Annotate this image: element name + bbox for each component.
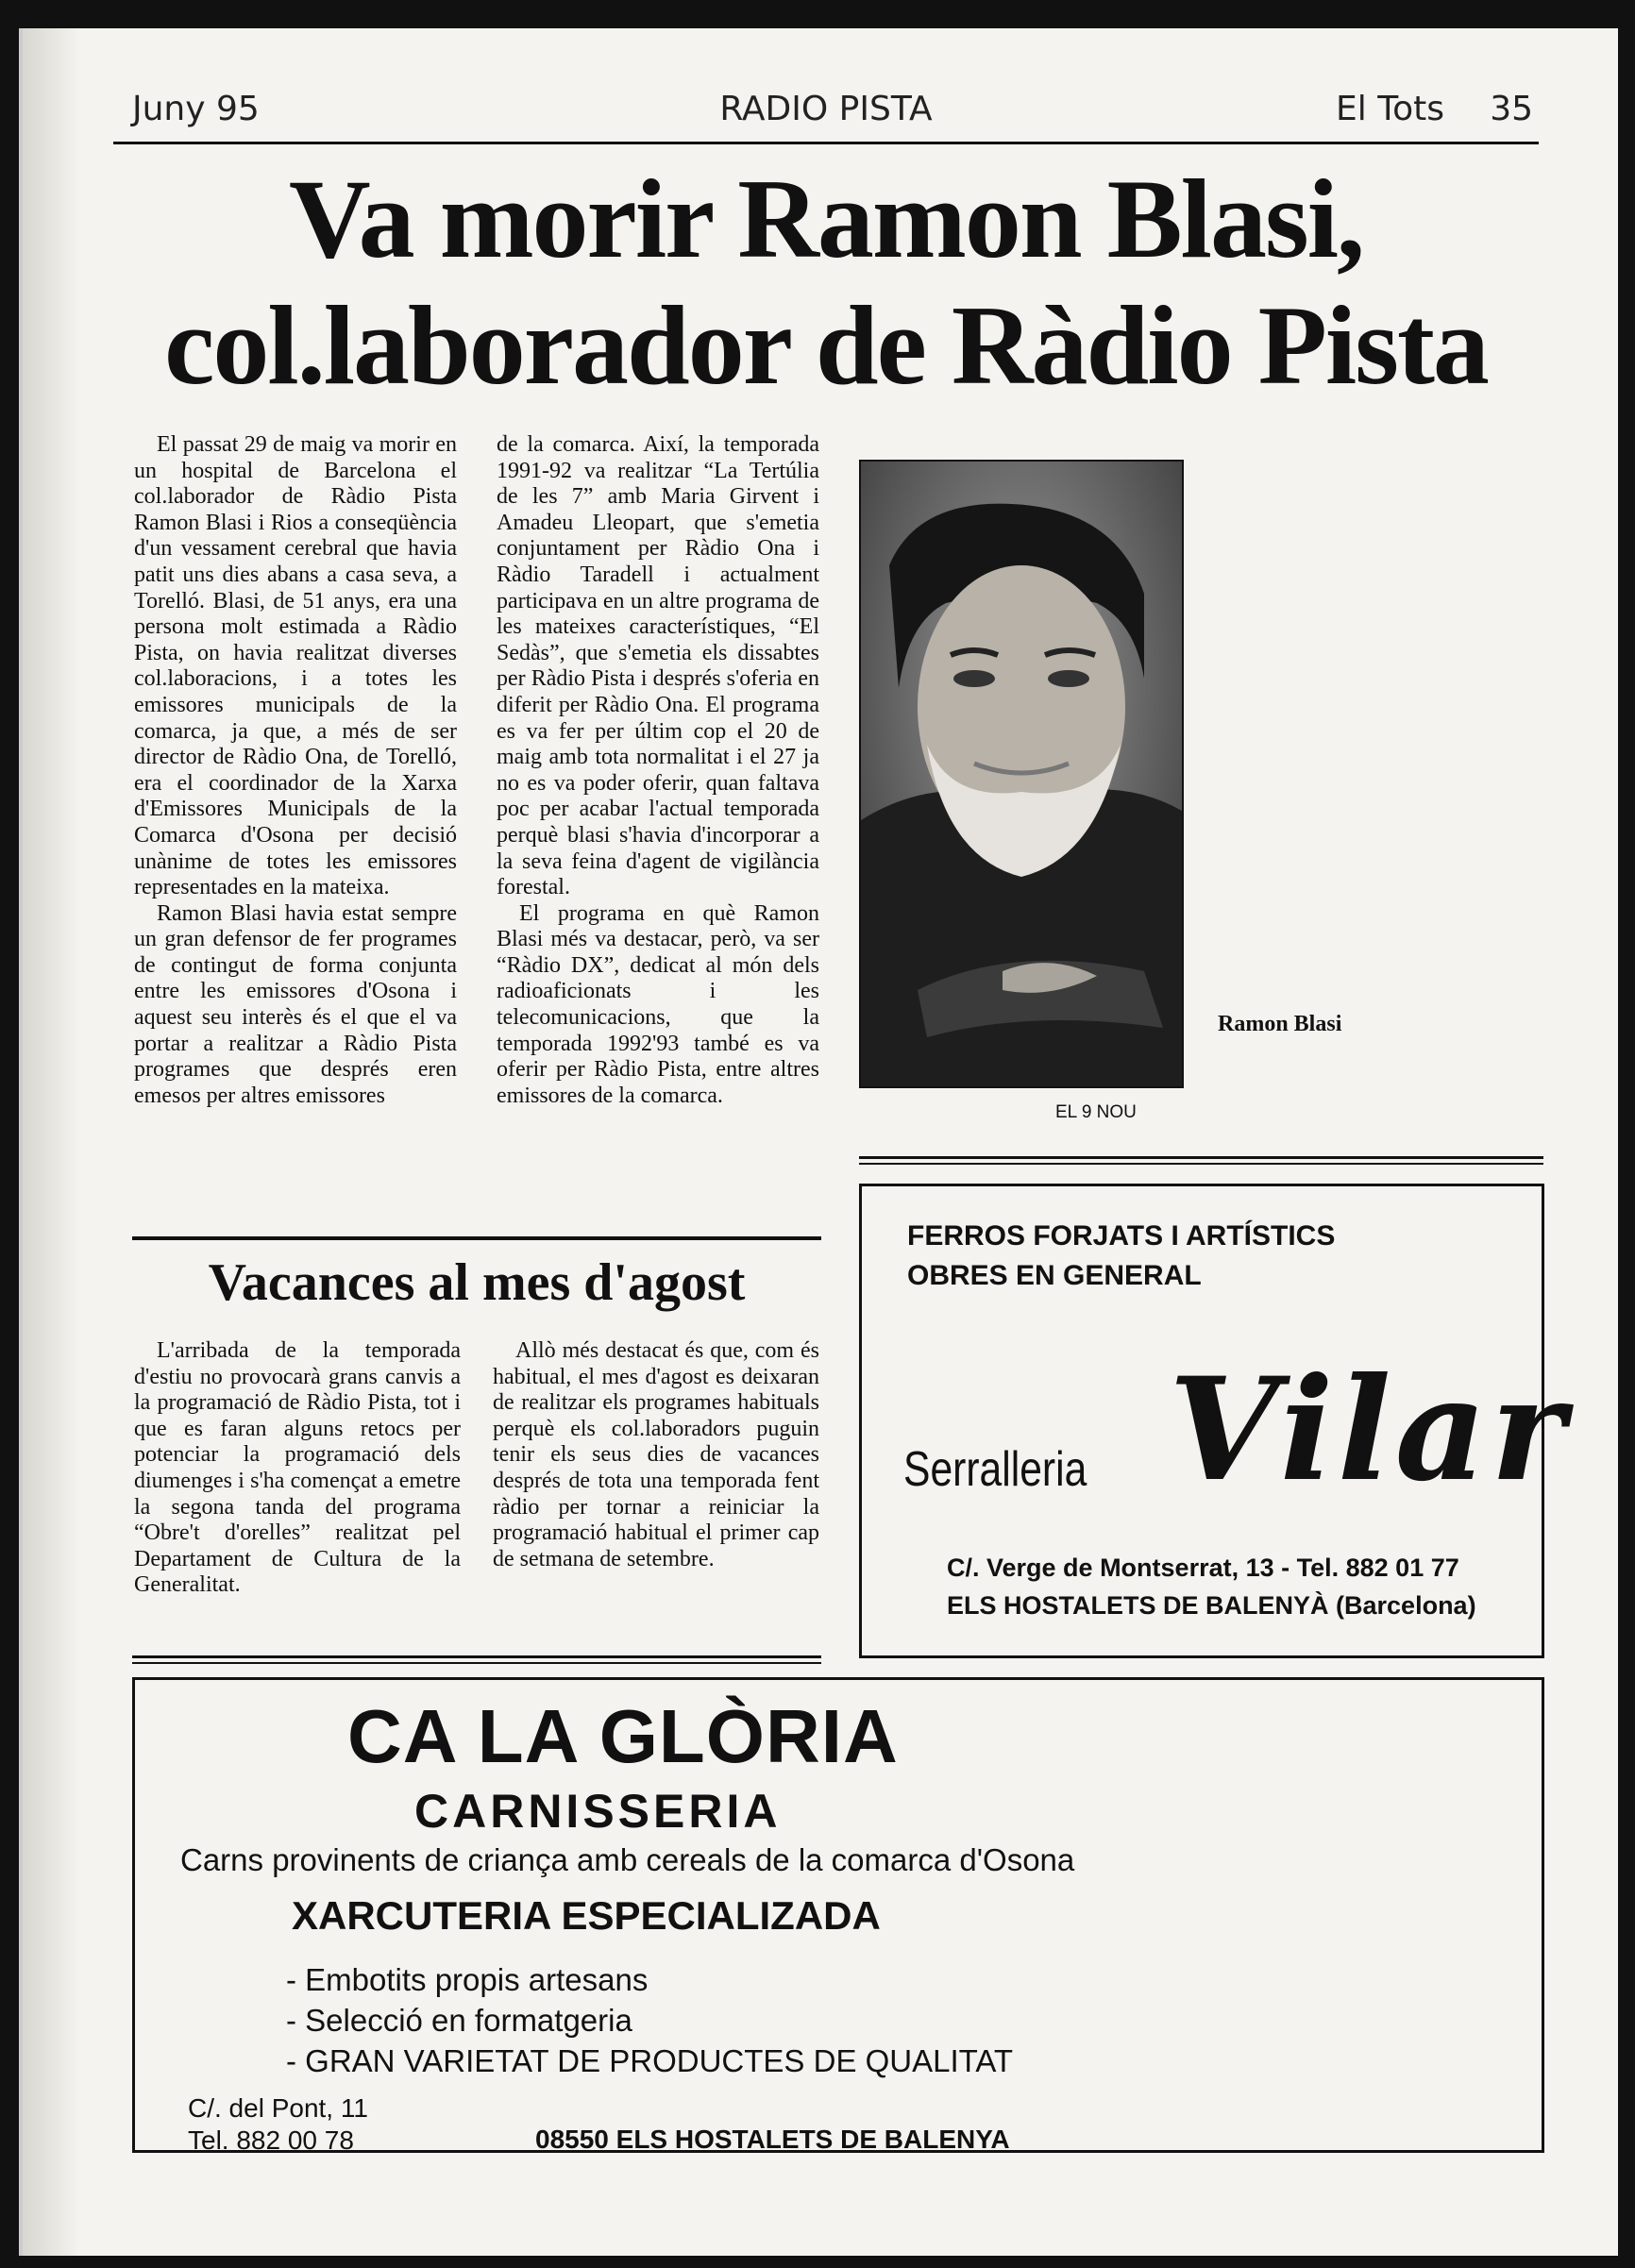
headline-line-1: Va morir Ramon Blasi, [288, 156, 1364, 281]
gloria-town: 08550 ELS HOSTALETS DE BALENYA [535, 2125, 1010, 2154]
vilar-services-line-1: FERROS FORJATS I ARTÍSTICS [907, 1220, 1336, 1252]
ad-top-rule [859, 1156, 1543, 1159]
gloria-street: C/. del Pont, 11 [188, 2093, 368, 2123]
article-column-2 [497, 432, 819, 1109]
gloria-description: Carns provinents de criança amb cereals de la comarca d'Osona [180, 1842, 1075, 1877]
gloria-item: - GRAN VARIETAT DE PRODUCTES DE QUALITAT [286, 2043, 1014, 2078]
article-paragraph: de la comarca. Així, la temporada 1991-92 va realitzar “La Tertúlia de les 7” amb Maria Girvent i Amadeu Lleopart, que s'emetia conjuntament per Ràdio Ona i Ràdio Taradell i actualment participava en un altre programa de les mateixes característiques, “El Sedàs”, que s'emetia els dissabtes per Ràdio Pista i després s'oferia en diferit per Ràdio Ona. El programa es va fer per últim cop el 20 de maig amb tota normalitat i el 27 ja no es va poder oferir, quan faltava poc per acabar l'actual temporada perquè blasi s'havia d'incorporar a la seva feina d'agent de vigilància forestal. [497, 432, 819, 900]
vilar-serralleria: Serralleria [903, 1442, 1087, 1497]
page-spine-shadow [23, 28, 79, 2256]
photo-credit: EL 9 NOU [1055, 1102, 1137, 1122]
gloria-xarcuteria: XARCUTERIA ESPECIALIZADA [292, 1893, 881, 1938]
article2-column-1 [134, 1338, 461, 1599]
article-paragraph: Ramon Blasi havia estat sempre un gran defensor de fer programes de contingut de forma conjunta entre les emissores d'Osona i aquest seu interès és el que el va portar a realitzar a Ràdio Pista programes que després eren emesos per altres emissores [134, 900, 457, 1108]
portrait-illustration [861, 462, 1182, 1086]
header-publication: RADIO PISTA [719, 90, 933, 128]
article-headline [113, 156, 1539, 409]
article-bottom-rule-secondary [132, 1662, 821, 1664]
article-paragraph: El passat 29 de maig va morir en un hospital de Barcelona el col.laborador de Ràdio Pista Ramon Blasi i Rios a conseqüència d'un vessament cerebral que havia patit uns dies abans a casa seva, a Torelló. Blasi, de 51 anys, era una persona molt estimada a Ràdio Pista, on havia realitzat diverses col.laboracions, i a totes les emissores municipals de la comarca, ja que, a més de ser director de Ràdio Ona, de Torelló, era el coordinador de la Xarxa d'Emissores Municipals de la Comarca d'Osona per decisió unànime de totes les emissores representades en la mateixa. [134, 432, 457, 900]
article2-headline: Vacances al mes d'agost [208, 1253, 746, 1312]
portrait-photo [859, 460, 1184, 1088]
vilar-address: C/. Verge de Montserrat, 13 - Tel. 882 01 77 [947, 1554, 1459, 1582]
vilar-advertisement [859, 1184, 1569, 1658]
gloria-phone: Tel. 882 00 78 [188, 2125, 354, 2155]
article2-paragraph: L'arribada de la temporada d'estiu no provocarà grans canvis a la programació de Ràdio Pista, tot i que es faran alguns retocs per potenciar la programació dels diumenges i s'ha començat a emetre la segona tanda del programa “Obre't d'orelles” realitzat pel Departament de Cultura de la Generalitat. [134, 1338, 461, 1598]
article-column-1 [134, 432, 457, 1109]
gloria-name: CA LA GLÒRIA [347, 1694, 899, 1778]
vilar-town: ELS HOSTALETS DE BALENYÀ (Barcelona) [947, 1591, 1476, 1620]
gloria-item: - Embotits propis artesans [286, 1962, 649, 1997]
headline-line-2: col.laborador de Ràdio Pista [164, 282, 1488, 408]
article-paragraph: El programa en què Ramon Blasi més va destacar, però, va ser “Ràdio DX”, dedicat al món dels radioaficionats i les telecomunicacions, que la temporada 1992'93 també es va oferir per Ràdio Pista, entre altres emissores de la comarca. [497, 900, 819, 1108]
article2-column-2 [493, 1338, 819, 1572]
photo-caption: Ramon Blasi [1218, 1012, 1342, 1036]
header-date: Juny 95 [132, 90, 260, 128]
article-bottom-rule [132, 1655, 821, 1658]
gloria-items-list [286, 1959, 1013, 2081]
vilar-address-block [947, 1549, 1476, 1624]
gloria-type: CARNISSERIA [414, 1785, 782, 1838]
vilar-services [907, 1217, 1335, 1296]
section-divider [132, 1236, 821, 1240]
vilar-brand-logo: Vilar [1169, 1347, 1569, 1513]
gloria-item: - Selecció en formatgeria [286, 2003, 632, 2038]
ca-la-gloria-advertisement [132, 1677, 1544, 2153]
running-header [113, 66, 1539, 144]
vilar-services-line-2: OBRES EN GENERAL [907, 1260, 1202, 1291]
article2-paragraph: Allò més destacat és que, com és habitual, el mes d'agost es deixaran de realitzar els programes habituals perquè els col.laboradors puguin tenir els seus dies de vacances després de tota una temporada fent ràdio per tornar a reiniciar la programació habitual el primer cap de setmana de setembre. [493, 1338, 819, 1571]
header-section: El Tots [1336, 90, 1444, 128]
header-page-number: 35 [1490, 90, 1533, 128]
gloria-contact [188, 2092, 368, 2157]
ad-top-rule-secondary [859, 1163, 1543, 1165]
